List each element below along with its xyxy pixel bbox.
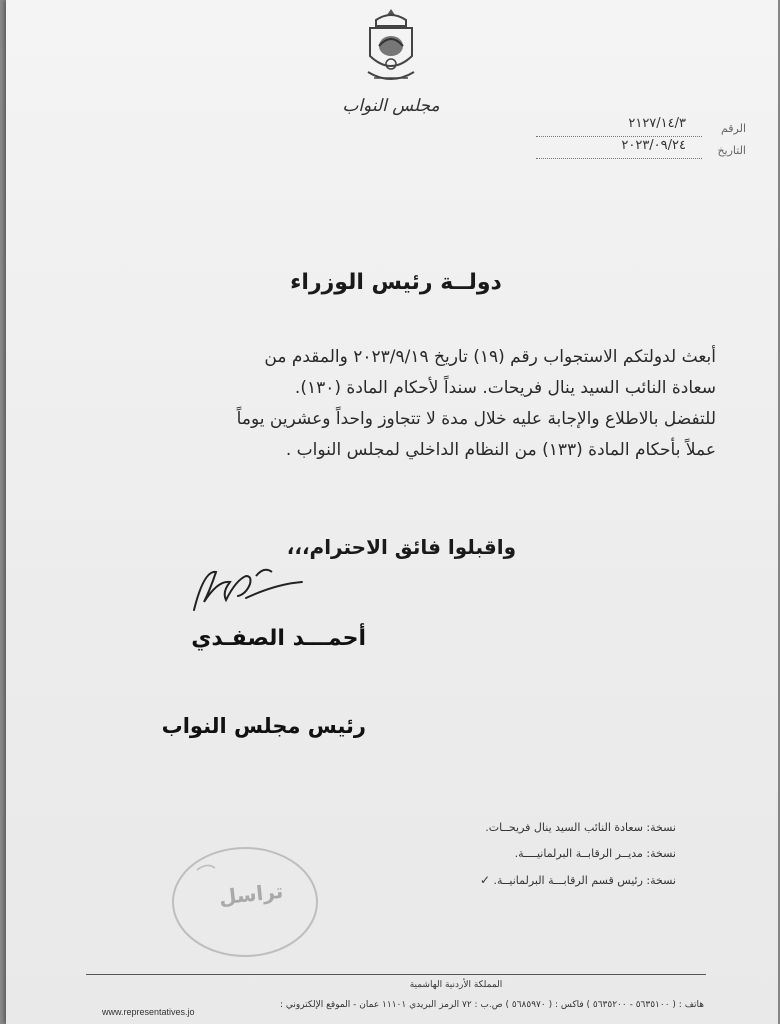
date-label: التاريخ (717, 144, 746, 157)
coat-of-arms-icon (358, 6, 424, 88)
footer-contact: هاتف : ( ٥٦٣٥١٠٠ - ٥٦٣٥٢٠٠ ) فاكس : ( ٥٦٨٥٩٧٠ ) ص.ب : ٧٢ الرمز البريدي ١١١٠١ عمان - الموقع الإلكتروني : (279, 1000, 704, 1010)
date-row (566, 140, 746, 162)
copy-line: نسخة: مديــر الرقابــة البرلمانيــــة. (514, 847, 676, 860)
dotted-line (536, 158, 702, 159)
copy-line-text: نسخة: رئيس قسم الرقابـــة البرلمانيــة. (493, 874, 676, 887)
reference-number-label: الرقم (720, 122, 746, 135)
signer-name: أحمـــد الصفـدي (191, 626, 366, 651)
copy-line (396, 867, 676, 894)
signer-title: رئيس مجلس النواب (161, 714, 366, 738)
recipient-heading: دولــة رئيس الوزراء (290, 270, 502, 295)
council-name-logotype: مجلس النواب (342, 96, 440, 116)
body-line: عملاً بأحكام المادة (١٣٣) من النظام الداخلي لمجلس النواب . (285, 440, 716, 460)
handwritten-signature (186, 558, 306, 618)
body-line: سعادة النائب السيد ينال فريحات. سنداً لأحكام المادة (١٣٠). (294, 378, 716, 398)
letter-page (6, 0, 778, 1024)
closing-salutation: واقبلوا فائق الاحترام،،، (286, 535, 516, 559)
letter-body (106, 342, 716, 466)
copy-line: نسخة: سعادة النائب السيد ينال فريحــات. (485, 821, 676, 834)
reference-block (566, 118, 746, 162)
copies-list (396, 815, 676, 894)
footer-website-link[interactable]: www.representatives.jo (102, 1007, 195, 1017)
body-line: للتفضل بالاطلاع والإجابة عليه خلال مدة لا تتجاوز واحداً وعشرين يوماً (236, 409, 716, 429)
stamp-text: تراسل (217, 878, 285, 910)
footer-motto: المملكة الأردنية الهاشمية (409, 980, 503, 990)
body-line: أبعث لدولتكم الاستجواب رقم (١٩) تاريخ ٢٠٢٣/٩/١٩ والمقدم من (264, 347, 716, 367)
reference-number-row (566, 118, 746, 140)
reference-number: ٢١٢٧/١٤/٣ (628, 116, 686, 131)
footer-divider (86, 974, 706, 975)
check-mark-icon: ✓ (479, 873, 491, 887)
letter-date: ٢٠٢٣/٠٩/٢٤ (621, 138, 686, 153)
dotted-line (536, 136, 702, 137)
